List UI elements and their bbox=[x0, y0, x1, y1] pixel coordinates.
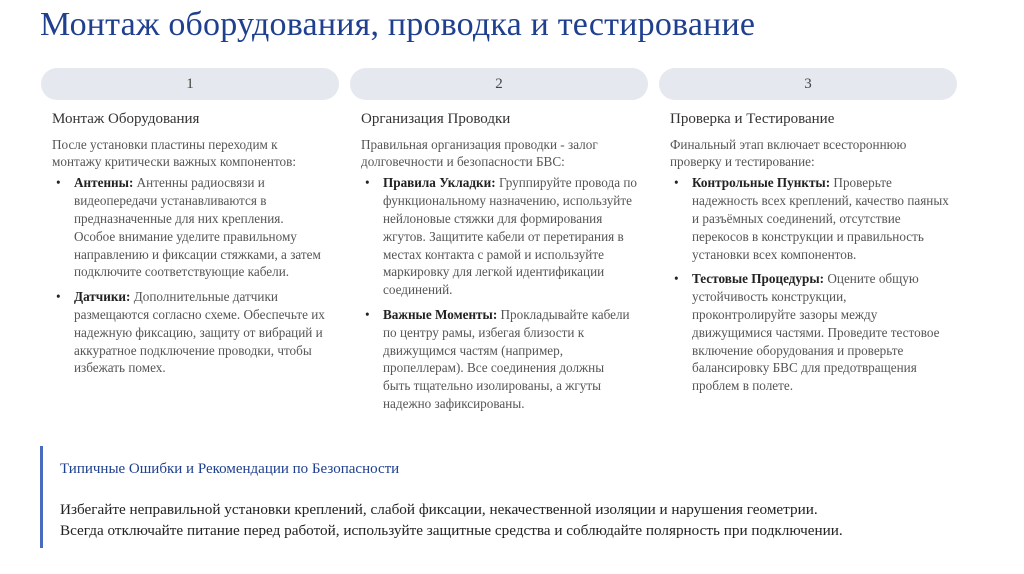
column-intro: Финальный этап включает всестороннюю проверку и тестирование: bbox=[670, 137, 907, 170]
list-item: • Важные Моменты: Прокладывайте кабели по центру рамы, избегая близости к движущимся частям (например, пропеллерам). Все соединения должны быть тщательно изолированы, а жгуты надежно зафиксированы. bbox=[365, 306, 630, 411]
page-title: Монтаж оборудования, проводка и тестирование bbox=[40, 6, 756, 43]
callout-line: Всегда отключайте питание перед работой, используйте защитные средства и соблюдайте полярность при подключении. bbox=[60, 522, 843, 539]
list-item: • Контрольные Пункты: Проверьте надежность всех креплений, качество паяных и разъёмных соединений, отсутствие перекосов в конструкции и правильность установки всех компонентов. bbox=[674, 175, 949, 262]
column-wiring bbox=[361, 111, 651, 420]
list-item: • Антенны: Антенны радиосвязи и видеопередачи устанавливаются в предназначенные для них крепления. Особое внимание уделите правильному направлению и фиксации стяжками, а затем подключите соответствующие кабели. bbox=[56, 175, 321, 280]
bullet-list bbox=[670, 174, 960, 395]
bullet-list bbox=[52, 174, 325, 377]
column-intro: Правильная организация проводки - залог долговечности и безопасности БВС: bbox=[361, 137, 598, 170]
list-item: • Правила Укладки: Группируйте провода по функциональному назначению, используйте нейлоновые стяжки для формирования жгутов. Защитите кабели от перетирания в местах контакта с рамой и используйте маркировку для легкой идентификации соединений. bbox=[365, 175, 638, 298]
callout-heading: Типичные Ошибки и Рекомендации по Безопасности bbox=[60, 461, 400, 477]
column-intro: После установки пластины переходим к монтажу критически важных компонентов: bbox=[52, 137, 297, 170]
callout-body bbox=[60, 499, 843, 541]
bullet-icon: • bbox=[56, 289, 61, 305]
column-mounting bbox=[52, 111, 325, 384]
bullet-icon: • bbox=[56, 175, 61, 191]
callout-line: Избегайте неправильной установки креплений, слабой фиксации, некачественной изоляции и нарушения геометрии. bbox=[60, 501, 818, 518]
column-heading: Проверка и Тестирование bbox=[670, 111, 835, 127]
bullet-icon: • bbox=[674, 271, 679, 287]
bullet-icon: • bbox=[674, 175, 679, 191]
step-2-pill: 2 bbox=[350, 68, 648, 100]
column-heading: Монтаж Оборудования bbox=[52, 111, 200, 127]
bullet-icon: • bbox=[365, 175, 370, 191]
step-3-pill: 3 bbox=[659, 68, 957, 100]
column-heading: Организация Проводки bbox=[361, 111, 511, 127]
list-item: • Тестовые Процедуры: Оцените общую устойчивость конструкции, проконтролируйте зазоры между движущимися частями. Проведите тестовое включение оборудования и проверьте балансировку БВС для предотвращения проблем в полете. bbox=[674, 271, 940, 394]
bullet-list bbox=[361, 174, 651, 412]
bullet-icon: • bbox=[365, 306, 370, 322]
column-testing bbox=[670, 111, 960, 402]
list-item: • Датчики: Дополнительные датчики размещаются согласно схеме. Обеспечьте их надежную фиксацию, защиту от вибраций и аккуратное подключение проводки, чтобы избежать помех. bbox=[56, 289, 325, 376]
safety-callout bbox=[40, 446, 973, 548]
step-1-pill: 1 bbox=[41, 68, 339, 100]
